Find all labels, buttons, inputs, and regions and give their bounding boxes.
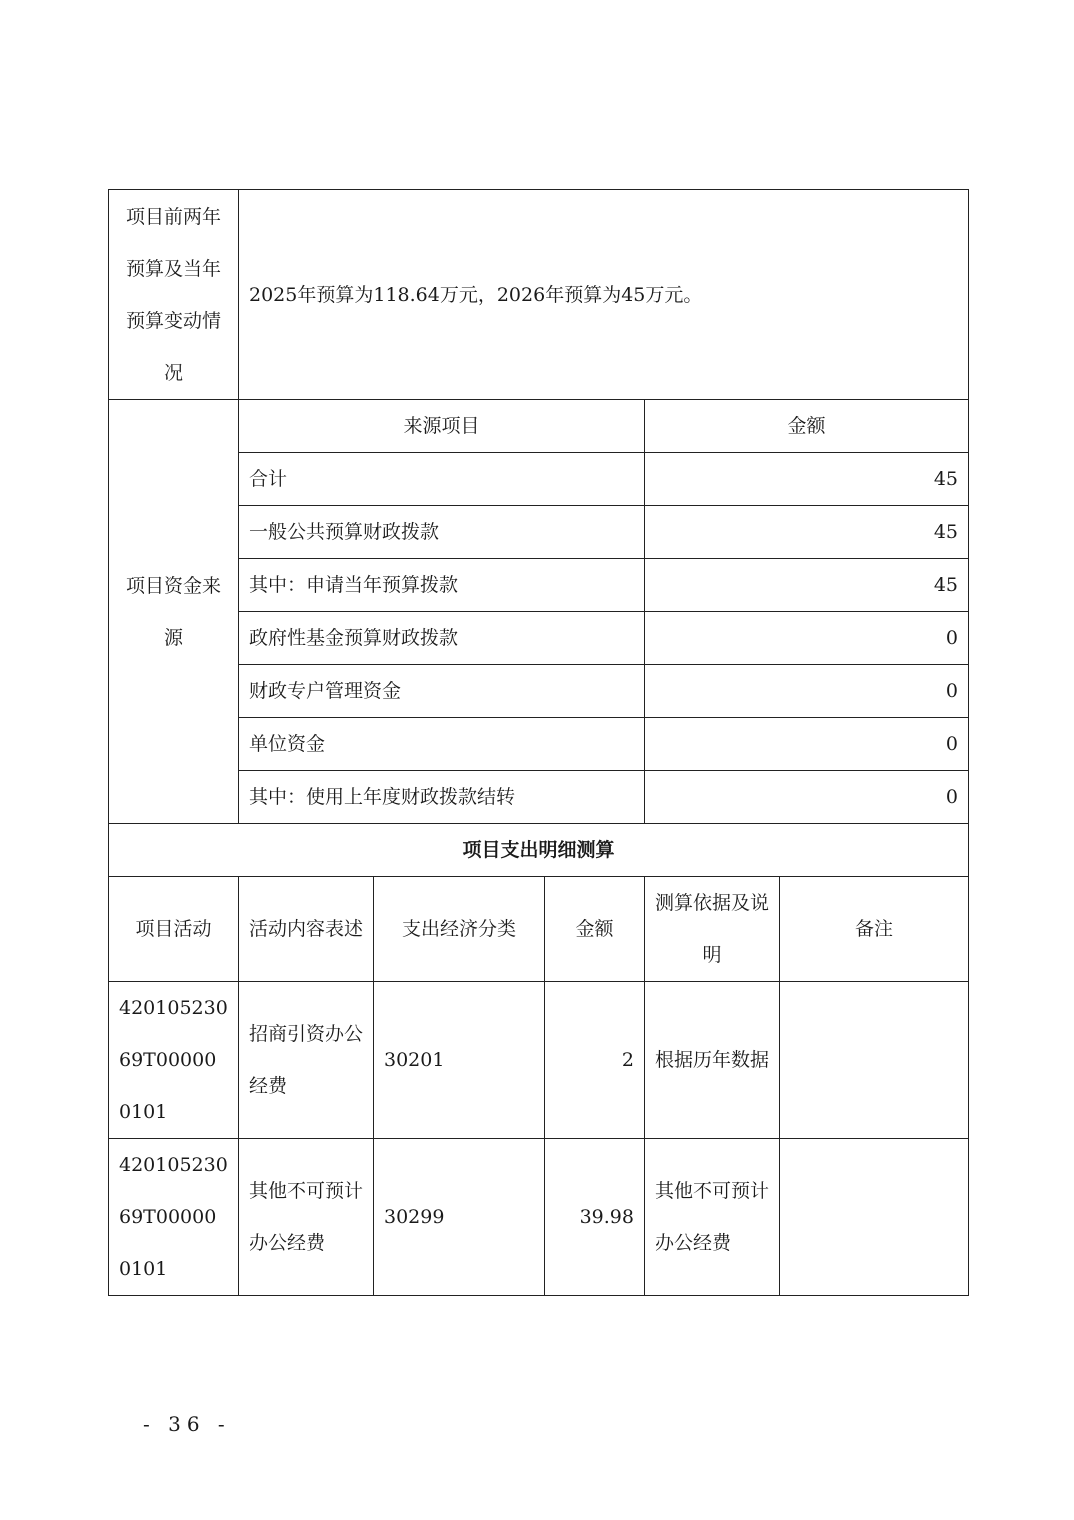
budget-change-row xyxy=(109,190,969,400)
expense-activity: 42010523069T000000101 xyxy=(109,1139,239,1296)
expense-detail-header-row xyxy=(109,877,969,982)
fund-source-amount: 0 xyxy=(645,612,969,665)
expense-amount: 2 xyxy=(545,982,645,1139)
fund-source-item: 财政专户管理资金 xyxy=(239,665,645,718)
expense-row xyxy=(109,982,969,1139)
expense-activity: 42010523069T000000101 xyxy=(109,982,239,1139)
fund-source-item: 单位资金 xyxy=(239,718,645,771)
header-remark: 备注 xyxy=(780,877,969,982)
expense-amount: 39.98 xyxy=(545,1139,645,1296)
fund-source-item: 政府性基金预算财政拨款 xyxy=(239,612,645,665)
page-number: - 36 - xyxy=(143,1412,231,1436)
fund-source-item: 其中：申请当年预算拨款 xyxy=(239,559,645,612)
header-activity: 项目活动 xyxy=(109,877,239,982)
fund-source-label: 项目资金来源 xyxy=(109,400,239,824)
header-description: 活动内容表述 xyxy=(239,877,374,982)
fund-source-item: 其中：使用上年度财政拨款结转 xyxy=(239,771,645,824)
fund-source-header-row xyxy=(109,400,969,453)
expense-econ-class: 30299 xyxy=(374,1139,545,1296)
project-budget-table xyxy=(108,189,969,1296)
header-amount: 金额 xyxy=(545,877,645,982)
expense-remark xyxy=(780,1139,969,1296)
expense-econ-class: 30201 xyxy=(374,982,545,1139)
fund-source-amount: 0 xyxy=(645,665,969,718)
fund-source-amount: 45 xyxy=(645,453,969,506)
fund-source-amount: 0 xyxy=(645,718,969,771)
expense-basis: 其他不可预计办公经费 xyxy=(645,1139,780,1296)
fund-source-item: 合计 xyxy=(239,453,645,506)
expense-detail-title: 项目支出明细测算 xyxy=(109,824,969,877)
header-basis: 测算依据及说明 xyxy=(645,877,780,982)
expense-description: 其他不可预计办公经费 xyxy=(239,1139,374,1296)
fund-source-header-amount: 金额 xyxy=(645,400,969,453)
budget-change-text: 2025年预算为118.64万元，2026年预算为45万元。 xyxy=(239,190,969,400)
budget-change-label: 项目前两年预算及当年预算变动情况 xyxy=(109,190,239,400)
fund-source-amount: 45 xyxy=(645,506,969,559)
expense-description: 招商引资办公经费 xyxy=(239,982,374,1139)
fund-source-item: 一般公共预算财政拨款 xyxy=(239,506,645,559)
fund-source-amount: 45 xyxy=(645,559,969,612)
header-econ-class: 支出经济分类 xyxy=(374,877,545,982)
fund-source-amount: 0 xyxy=(645,771,969,824)
expense-remark xyxy=(780,982,969,1139)
expense-row xyxy=(109,1139,969,1296)
expense-basis: 根据历年数据 xyxy=(645,982,780,1139)
expense-detail-title-row xyxy=(109,824,969,877)
fund-source-header-item: 来源项目 xyxy=(239,400,645,453)
